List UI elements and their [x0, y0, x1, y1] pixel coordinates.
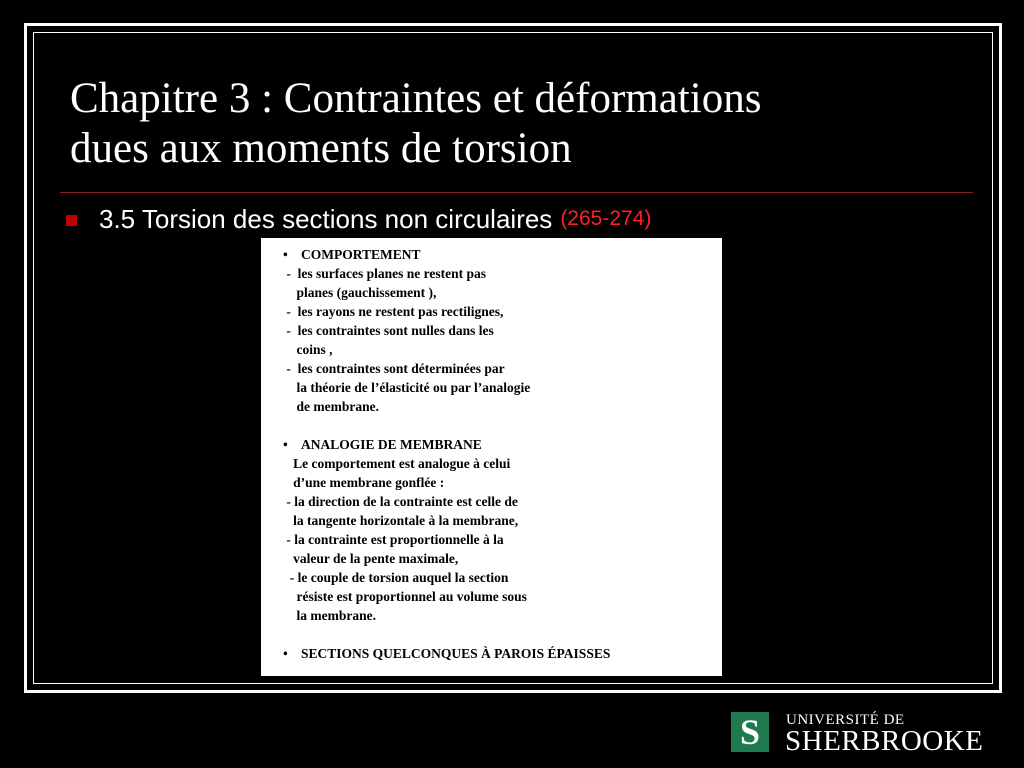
- doc-line: - les rayons ne restent pas rectilignes,: [283, 304, 504, 319]
- doc-section-analogie: [283, 435, 722, 625]
- logo-text-sherbrooke: SHERBROOKE: [785, 725, 984, 757]
- doc-line: - la contrainte est proportionnelle à la: [283, 532, 504, 547]
- bullet-text: 3.5 Torsion des sections non circulaires: [99, 203, 553, 234]
- doc-line: planes (gauchissement ),: [283, 285, 437, 300]
- doc-line: - les contraintes sont nulles dans les: [283, 323, 494, 338]
- slide-title: [70, 74, 950, 174]
- slide-title-line-2: dues aux moments de torsion: [70, 125, 572, 172]
- doc-bullet: •: [283, 437, 288, 452]
- doc-line: - les contraintes sont déterminées par: [283, 361, 505, 376]
- doc-section-comportement: [283, 245, 722, 416]
- doc-line: Le comportement est analogue à celui: [283, 456, 511, 471]
- doc-spacer: [283, 625, 722, 644]
- university-logo: [731, 710, 996, 760]
- slide-title-line-1: Chapitre 3 : Contraintes et déformations: [70, 75, 762, 122]
- bullet-square-icon: [66, 215, 77, 226]
- bullet-item: [66, 201, 651, 237]
- doc-heading: SECTIONS QUELCONQUES À PAROIS ÉPAISSES: [301, 646, 611, 661]
- doc-line: - les surfaces planes ne restent pas: [283, 266, 486, 281]
- doc-heading: COMPORTEMENT: [301, 247, 421, 262]
- doc-line: coins ,: [283, 342, 333, 357]
- scanned-document-image: [261, 238, 722, 676]
- doc-bullet: •: [283, 646, 288, 661]
- doc-section-sections-quelconques: [283, 644, 722, 663]
- doc-line: de membrane.: [283, 399, 379, 414]
- doc-line: résiste est proportionnel au volume sous: [283, 589, 527, 604]
- doc-line: d’une membrane gonflée :: [283, 475, 445, 490]
- sherbrooke-s-icon: S: [731, 712, 769, 752]
- doc-bullet: •: [283, 247, 288, 262]
- doc-heading: ANALOGIE DE MEMBRANE: [301, 437, 482, 452]
- doc-line: la membrane.: [283, 608, 376, 623]
- doc-line: - le couple de torsion auquel la section: [283, 570, 509, 585]
- bullet-page-range: (265-274): [560, 207, 652, 230]
- doc-line: - la direction de la contrainte est celle de: [283, 494, 518, 509]
- title-divider: [60, 192, 973, 193]
- doc-spacer: [283, 416, 722, 435]
- doc-line: la théorie de l’élasticité ou par l’analogie: [283, 380, 531, 395]
- logo-text-university: UNIVERSITÉ DE: [786, 712, 905, 728]
- doc-line: valeur de la pente maximale,: [283, 551, 459, 566]
- doc-line: la tangente horizontale à la membrane,: [283, 513, 519, 528]
